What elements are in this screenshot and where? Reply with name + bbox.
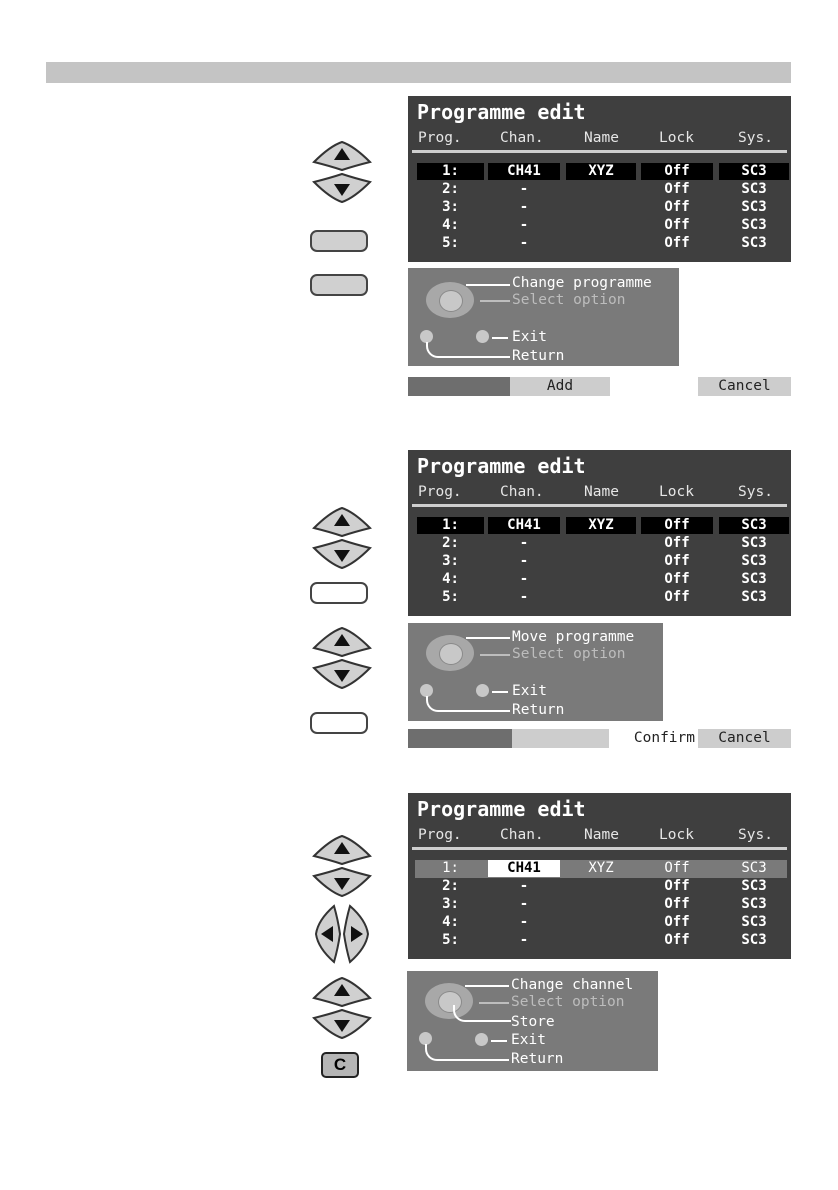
chan-cell: - (519, 914, 529, 930)
name-cell (566, 235, 636, 252)
sys-cell: SC3 (741, 589, 767, 605)
help-connector (480, 300, 510, 302)
prog-cell: 5: (442, 589, 459, 605)
lock-cell: Off (641, 517, 713, 534)
table-row[interactable] (408, 878, 791, 896)
help-line-1: Change channel (511, 977, 634, 993)
lock-cell: Off (664, 553, 690, 569)
sys-cell: SC3 (741, 932, 767, 948)
up-down-keys-icon (310, 834, 374, 898)
col-header-sys: Sys. (738, 484, 773, 500)
name-cell (566, 932, 636, 949)
col-header-chan: Chan. (500, 827, 544, 843)
yellow-key-icon (310, 712, 368, 734)
table-row[interactable] (408, 199, 791, 217)
yellow-button[interactable] (610, 377, 698, 396)
prog-cell: 1: (442, 860, 459, 876)
col-header-prog: Prog. (418, 827, 462, 843)
col-header-chan: Chan. (500, 484, 544, 500)
help-line-2: Select option (512, 646, 626, 662)
name-cell (566, 914, 636, 931)
table-row[interactable] (408, 163, 791, 181)
prog-cell: 3: (442, 896, 459, 912)
prog-cell: 4: (442, 914, 459, 930)
lock-cell: Off (664, 217, 690, 233)
sys-cell: SC3 (741, 914, 767, 930)
up-down-keys-icon (310, 626, 374, 690)
help-line-3: Store (511, 1014, 555, 1030)
prog-cell: 5: (442, 932, 459, 948)
help-line-4: Exit (511, 1032, 546, 1048)
cancel-button[interactable]: Cancel (698, 377, 791, 396)
name-cell (566, 535, 636, 552)
table-row[interactable] (408, 181, 791, 199)
lock-cell: Off (664, 878, 690, 894)
chan-cell: - (519, 589, 529, 605)
help-panel (408, 623, 663, 721)
help-connector (426, 696, 510, 712)
green-key-icon (310, 274, 368, 296)
sys-cell: SC3 (719, 163, 789, 180)
section-header-bar (46, 62, 791, 83)
sys-cell: SC3 (741, 878, 767, 894)
lock-cell: Off (664, 235, 690, 251)
lock-cell: Off (664, 932, 690, 948)
programme-edit-screen (408, 793, 791, 959)
chan-cell: - (519, 932, 529, 948)
col-header-lock: Lock (659, 484, 694, 500)
help-connector (465, 985, 509, 987)
button-bar (408, 729, 791, 748)
header-divider (412, 847, 787, 850)
lock-cell: Off (664, 199, 690, 215)
add-button[interactable]: Add (510, 377, 610, 396)
name-cell (566, 199, 636, 216)
sys-cell: SC3 (741, 860, 767, 876)
help-connector (479, 1002, 509, 1004)
help-panel (407, 971, 658, 1071)
sys-cell: SC3 (741, 535, 767, 551)
chan-cell: - (519, 199, 529, 215)
sys-cell: SC3 (741, 896, 767, 912)
table-row[interactable] (408, 535, 791, 553)
sys-cell: SC3 (741, 181, 767, 197)
left-right-keys-icon (312, 902, 372, 966)
red-key-icon (310, 230, 368, 252)
table-row[interactable] (408, 235, 791, 253)
programme-edit-screen (408, 96, 791, 262)
screen-title: Programme edit (417, 100, 586, 124)
chan-cell[interactable]: CH41 (488, 860, 560, 877)
header-divider (412, 504, 787, 507)
col-header-name: Name (584, 827, 619, 843)
table-row[interactable] (408, 932, 791, 950)
table-row[interactable] (408, 217, 791, 235)
chan-cell: - (519, 535, 529, 551)
table-row[interactable] (408, 589, 791, 607)
lock-cell: Off (664, 181, 690, 197)
col-header-name: Name (584, 130, 619, 146)
chan-cell: CH41 (488, 163, 560, 180)
help-line-5: Return (511, 1051, 564, 1067)
name-cell (566, 217, 636, 234)
col-header-lock: Lock (659, 827, 694, 843)
red-button[interactable] (408, 729, 512, 748)
chan-cell: CH41 (488, 517, 560, 534)
name-cell (566, 571, 636, 588)
chan-cell: - (519, 553, 529, 569)
header-divider (412, 150, 787, 153)
chan-cell: - (519, 878, 529, 894)
help-connector (492, 337, 508, 339)
help-connector (466, 284, 510, 286)
help-line-2: Select option (511, 994, 625, 1010)
sys-cell: SC3 (741, 553, 767, 569)
prog-cell: 2: (442, 878, 459, 894)
help-line-3: Exit (512, 683, 547, 699)
name-cell (566, 589, 636, 606)
table-row[interactable] (408, 896, 791, 914)
help-connector (425, 1044, 509, 1061)
prog-cell: 5: (442, 235, 459, 251)
name-cell (566, 878, 636, 895)
table-row[interactable] (408, 553, 791, 571)
prog-cell: 4: (442, 571, 459, 587)
help-connector (426, 342, 510, 358)
sys-cell: SC3 (741, 217, 767, 233)
help-line-4: Return (512, 702, 565, 718)
green-button[interactable] (512, 729, 609, 748)
help-line-1: Move programme (512, 629, 635, 645)
help-line-3: Exit (512, 329, 547, 345)
chan-cell: - (519, 896, 529, 912)
col-header-sys: Sys. (738, 130, 773, 146)
prog-cell: 3: (442, 199, 459, 215)
chan-cell: - (519, 217, 529, 233)
prog-cell: 4: (442, 217, 459, 233)
lock-cell: Off (664, 589, 690, 605)
help-connector (492, 691, 508, 693)
up-down-keys-icon (310, 976, 374, 1040)
table-row[interactable] (415, 860, 787, 878)
up-down-keys-icon (310, 140, 374, 204)
col-header-sys: Sys. (738, 827, 773, 843)
prog-cell: 2: (442, 535, 459, 551)
c-key-icon: C (321, 1052, 359, 1078)
help-line-2: Select option (512, 292, 626, 308)
screen-title: Programme edit (417, 797, 586, 821)
table-row[interactable] (408, 914, 791, 932)
help-connector (453, 1005, 511, 1022)
table-row[interactable] (408, 517, 791, 535)
name-cell: XYZ (566, 163, 636, 180)
dpad-icon (422, 633, 478, 673)
screen-title: Programme edit (417, 454, 586, 478)
chan-cell: - (519, 181, 529, 197)
col-header-prog: Prog. (418, 484, 462, 500)
sys-cell: SC3 (741, 199, 767, 215)
prog-cell: 2: (442, 181, 459, 197)
name-cell (566, 181, 636, 198)
col-header-lock: Lock (659, 130, 694, 146)
prog-cell: 3: (442, 553, 459, 569)
lock-cell: Off (664, 896, 690, 912)
name-cell (566, 896, 636, 913)
table-row[interactable] (408, 571, 791, 589)
lock-cell: Off (664, 860, 690, 876)
sys-cell: SC3 (719, 517, 789, 534)
col-header-chan: Chan. (500, 130, 544, 146)
button-bar (408, 377, 791, 396)
lock-cell: Off (664, 914, 690, 930)
lock-cell: Off (641, 163, 713, 180)
help-panel (408, 268, 679, 366)
help-line-1: Change programme (512, 275, 652, 291)
name-cell (566, 553, 636, 570)
lock-cell: Off (664, 571, 690, 587)
col-header-prog: Prog. (418, 130, 462, 146)
help-connector (480, 654, 510, 656)
sys-cell: SC3 (741, 571, 767, 587)
up-down-keys-icon (310, 506, 374, 570)
help-line-4: Return (512, 348, 565, 364)
name-cell: XYZ (588, 860, 614, 876)
programme-edit-screen (408, 450, 791, 616)
yellow-key-icon (310, 582, 368, 604)
help-connector (491, 1040, 507, 1042)
red-button[interactable] (408, 377, 510, 396)
sys-cell: SC3 (741, 235, 767, 251)
chan-cell: - (519, 571, 529, 587)
confirm-button[interactable]: Confirm (609, 729, 698, 748)
chan-cell: - (519, 235, 529, 251)
prog-cell: 1: (417, 517, 484, 534)
prog-cell: 1: (417, 163, 484, 180)
col-header-name: Name (584, 484, 619, 500)
help-connector (466, 637, 510, 639)
lock-cell: Off (664, 535, 690, 551)
dpad-icon (422, 280, 478, 320)
name-cell: XYZ (566, 517, 636, 534)
cancel-button[interactable]: Cancel (698, 729, 791, 748)
